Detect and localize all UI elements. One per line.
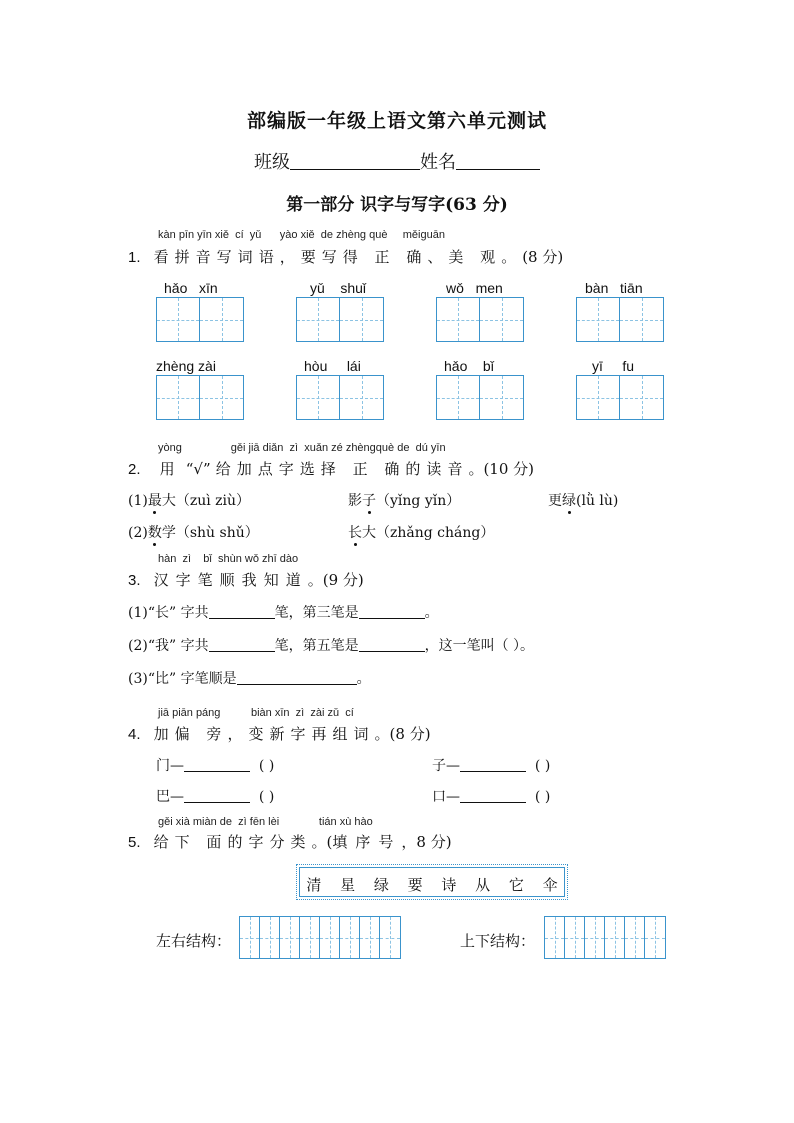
char-item: 伞	[542, 876, 558, 894]
blank-field[interactable]	[460, 755, 526, 772]
char-item: 星	[340, 876, 356, 894]
part-title: 第一部分 识字与写字(63 分)	[286, 195, 508, 215]
left-right-label: 左右结构：	[156, 932, 232, 950]
q2-heading: 2. 用 “√” 给加点字选择 正 确的读音。(10 分)	[128, 460, 535, 478]
q2-item-1: (1)最大（zuì ziù）	[128, 490, 250, 510]
blank-field[interactable]	[184, 755, 250, 772]
q1-word-4-pinyin: bàn tiān	[585, 280, 643, 296]
q2-item-5: 长大（zhǎng cháng）	[348, 522, 494, 542]
q4-item-4: 口— ( )	[432, 786, 550, 806]
char-item: 诗	[441, 876, 457, 894]
writing-grid[interactable]	[156, 297, 244, 342]
page-title: 部编版一年级上语文第六单元测试	[246, 110, 547, 132]
writing-grid[interactable]	[296, 297, 384, 342]
name-blank[interactable]	[456, 151, 540, 170]
writing-grid[interactable]	[436, 297, 524, 342]
writing-grid[interactable]	[156, 375, 244, 420]
char-item: 要	[407, 876, 423, 894]
blank-field[interactable]	[237, 668, 357, 685]
writing-grid[interactable]	[436, 375, 524, 420]
q1-word-3-pinyin: wǒ men	[446, 280, 503, 296]
q3-pinyin: hàn zì bǐ shùn wǒ zhī dào	[158, 553, 299, 565]
q4-item-1: 门— ( )	[156, 755, 274, 775]
char-item: 清	[306, 876, 322, 894]
blank-field[interactable]	[359, 635, 425, 652]
blank-field[interactable]	[359, 602, 425, 619]
q1-heading: 1. 看拼音写词语，要写得 正 确、美 观。(8 分)	[128, 248, 564, 266]
character-bank	[296, 864, 568, 900]
q1-word-8-pinyin: yī fu	[592, 358, 635, 374]
char-item: 绿	[373, 876, 389, 894]
q4-heading: 4. 加偏 旁，变新字再组词。(8 分)	[128, 725, 431, 743]
class-label: 班级	[254, 152, 290, 173]
q1-word-1-pinyin: hǎo xīn	[164, 280, 218, 296]
q2-item-4: (2)数学（shù shǔ）	[128, 522, 259, 542]
top-bottom-label: 上下结构：	[460, 932, 536, 950]
q1-word-2-pinyin: yǔ shuǐ	[310, 280, 367, 296]
q2-pinyin: yòng gěi jiā diǎn zì xuǎn zé zhèngquè de dú yīn	[158, 442, 446, 454]
blank-field[interactable]	[209, 602, 275, 619]
q1-word-5-pinyin: zhèng zài	[156, 358, 216, 374]
q2-item-3: 更绿(lǜ lù)	[548, 490, 618, 510]
class-name-line	[0, 148, 794, 174]
q5-heading: 5. 给下 面的字分类。(填序号，8 分)	[128, 833, 452, 851]
name-label: 姓名	[420, 152, 456, 173]
writing-grid[interactable]	[576, 297, 664, 342]
q1-pinyin: kàn pīn yīn xiě cí yǔ yào xiě de zhèng què měiguān	[158, 229, 445, 241]
q5-pinyin: gěi xià miàn de zì fēn lèi tián xù hào	[158, 816, 373, 828]
top-bottom-answer-grid[interactable]	[544, 916, 666, 959]
writing-grid[interactable]	[296, 375, 384, 420]
blank-field[interactable]	[460, 786, 526, 803]
q1-word-6-pinyin: hòu lái	[304, 358, 361, 374]
class-blank[interactable]	[290, 151, 420, 170]
left-right-answer-grid[interactable]	[239, 916, 401, 959]
blank-field[interactable]	[209, 635, 275, 652]
char-item: 它	[508, 876, 524, 894]
q4-item-2: 子— ( )	[432, 755, 550, 775]
q2-item-2: 影子（yǐng yǐn）	[348, 490, 460, 510]
q3-heading: 3. 汉字笔顺我知道。(9 分)	[128, 571, 364, 589]
q3-line-2: (2)“我” 字共 笔，第五笔是 ，这一笔叫（ ）。	[128, 635, 534, 655]
char-item: 从	[475, 876, 491, 894]
q3-line-3: (3)“比” 字笔顺是 。	[128, 668, 371, 688]
q1-word-7-pinyin: hǎo bǐ	[444, 358, 494, 374]
q3-line-1: (1)“长” 字共 笔，第三笔是 。	[128, 602, 439, 622]
q4-item-3: 巴— ( )	[156, 786, 274, 806]
q4-pinyin: jiā piān páng biàn xīn zì zài zǔ cí	[158, 707, 354, 719]
writing-grid[interactable]	[576, 375, 664, 420]
blank-field[interactable]	[184, 786, 250, 803]
